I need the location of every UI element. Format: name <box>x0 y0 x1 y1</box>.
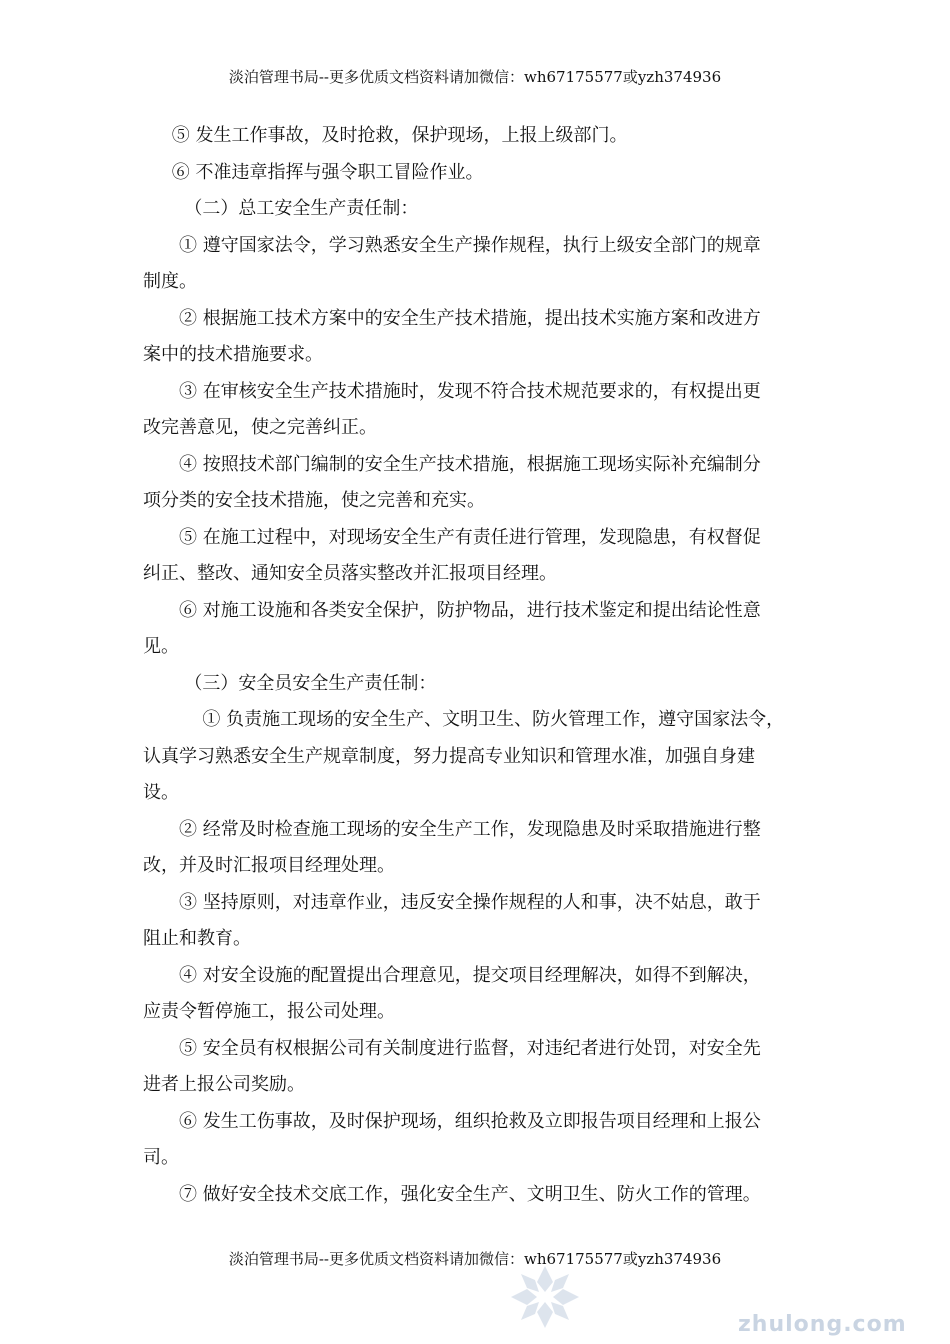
paragraph <box>143 958 813 1031</box>
paragraph-line: ⑤ 发生工作事故，及时抢救，保护现场，上报上级部门。 <box>171 125 628 146</box>
paragraph-line: 改，并及时汇报项目经理处理。 <box>143 855 395 876</box>
paragraph-line: ⑤ 安全员有权根据公司有关制度进行监督，对违纪者进行处罚，对安全先 <box>179 1037 761 1059</box>
paragraph <box>143 374 813 447</box>
paragraph-line: ⑥ 不准违章指挥与强令职工冒险作业。 <box>171 161 484 183</box>
paragraph-line: ⑥ 对施工设施和各类安全保护，防护物品，进行技术鉴定和提出结论性意 <box>179 599 761 621</box>
paragraph-line: ② 经常及时检查施工现场的安全生产工作，发现隐患及时采取措施进行整 <box>179 818 761 840</box>
paragraph-line: 应责令暂停施工，报公司处理。 <box>143 1001 395 1022</box>
paragraph <box>143 191 813 228</box>
paragraph <box>143 1031 813 1104</box>
paragraph-line: ④ 对安全设施的配置提出合理意见，提交项目经理解决，如得不到解决， <box>179 964 761 986</box>
paragraph <box>143 1177 813 1214</box>
paragraph-line: （二）总工安全生产责任制： <box>184 198 419 219</box>
paragraph-line: ⑤ 在施工过程中，对现场安全生产有责任进行管理，发现隐患，有权督促 <box>179 526 761 548</box>
paragraph-line: 制度。 <box>143 271 197 292</box>
paragraph <box>143 812 813 885</box>
paragraph-line: ③ 在审核安全生产技术措施时，发现不符合技术规范要求的，有权提出更 <box>179 380 761 402</box>
paragraph-line: 改完善意见，使之完善纠正。 <box>143 417 377 438</box>
paragraph <box>143 520 813 593</box>
paragraph <box>143 1104 813 1177</box>
paragraph-line: ④ 按照技术部门编制的安全生产技术措施，根据施工现场实际补充编制分 <box>179 453 761 475</box>
paragraph <box>143 593 813 666</box>
paragraph-line: 设。 <box>143 782 179 803</box>
document-body <box>143 118 813 1213</box>
paragraph-line: 项分类的安全技术措施，使之完善和充实。 <box>143 490 485 511</box>
page-header: 淡泊管理书局--更多优质文档资料请加微信：wh67175577或yzh374936 <box>228 68 722 86</box>
paragraph <box>143 228 813 301</box>
paragraph-line: 进者上报公司奖励。 <box>143 1074 305 1095</box>
paragraph <box>143 702 813 812</box>
paragraph-line: 纠正、整改、通知安全员落实整改并汇报项目经理。 <box>143 563 557 584</box>
paragraph-line: ① 遵守国家法令，学习熟悉安全生产操作规程，执行上级安全部门的规章 <box>179 234 761 256</box>
watermark-text: zhulong.com <box>738 1312 907 1337</box>
paragraph-line: ③ 坚持原则，对违章作业，违反安全操作规程的人和事，决不姑息，敢于 <box>179 891 761 913</box>
paragraph-line: ⑥ 发生工伤事故，及时保护现场，组织抢救及立即报告项目经理和上报公 <box>179 1110 761 1132</box>
page-footer: 淡泊管理书局--更多优质文档资料请加微信：wh67175577或yzh374936 <box>228 1250 722 1268</box>
paragraph <box>143 885 813 958</box>
watermark-logo-icon <box>505 1262 585 1332</box>
paragraph-line: ⑦ 做好安全技术交底工作，强化安全生产、文明卫生、防火工作的管理。 <box>179 1183 761 1205</box>
paragraph-line: ② 根据施工技术方案中的安全生产技术措施，提出技术实施方案和改进方 <box>179 307 761 329</box>
paragraph <box>143 118 813 155</box>
paragraph <box>143 447 813 520</box>
paragraph <box>143 155 813 192</box>
paragraph <box>143 301 813 374</box>
paragraph-line: 见。 <box>143 636 179 657</box>
paragraph-line: ① 负责施工现场的安全生产、文明卫生、防火管理工作，遵守国家法令， <box>202 709 785 730</box>
paragraph-line: 认真学习熟悉安全生产规章制度，努力提高专业知识和管理水准，加强自身建 <box>143 745 755 767</box>
paragraph <box>143 666 813 703</box>
paragraph-line: （三）安全员安全生产责任制： <box>184 672 437 694</box>
paragraph-line: 司。 <box>143 1147 179 1168</box>
paragraph-line: 案中的技术措施要求。 <box>143 344 323 365</box>
paragraph-line: 阻止和教育。 <box>143 928 251 949</box>
